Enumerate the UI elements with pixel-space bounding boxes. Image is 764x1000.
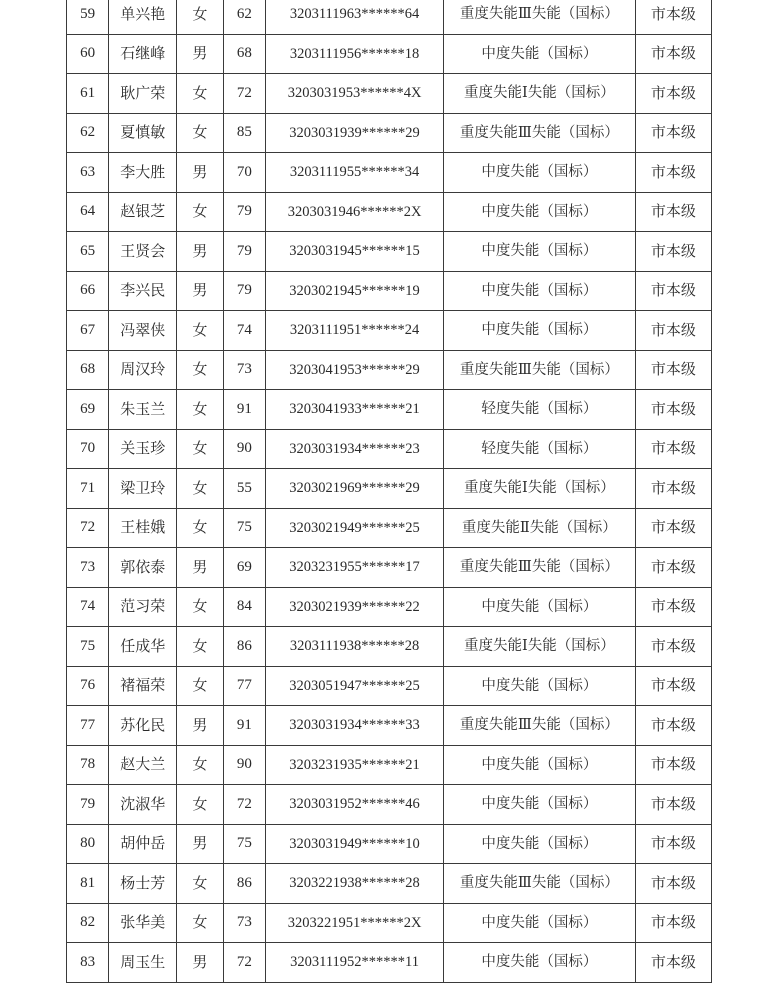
name-cell: 王贤会 — [109, 232, 177, 272]
name-cell: 冯翠侠 — [109, 311, 177, 351]
name-cell: 杨士芳 — [109, 864, 177, 904]
id-number-cell: 3203221951******2X — [266, 903, 444, 943]
age-cell: 90 — [223, 429, 265, 469]
id-number-cell: 3203221938******28 — [266, 864, 444, 904]
sex-cell: 男 — [177, 943, 224, 983]
sex-cell: 女 — [177, 785, 224, 825]
admin-level-cell: 市本级 — [635, 153, 711, 193]
admin-level-cell: 市本级 — [635, 666, 711, 706]
row-number-cell: 80 — [67, 824, 109, 864]
age-cell: 79 — [223, 192, 265, 232]
table-row — [67, 232, 712, 272]
admin-level-cell: 市本级 — [635, 548, 711, 588]
id-number-cell: 3203041953******29 — [266, 350, 444, 390]
admin-level-cell: 市本级 — [635, 390, 711, 430]
name-cell: 张华美 — [109, 903, 177, 943]
sex-cell: 男 — [177, 824, 224, 864]
id-number-cell: 3203031952******46 — [266, 785, 444, 825]
row-number-cell: 72 — [67, 508, 109, 548]
row-number-cell: 66 — [67, 271, 109, 311]
admin-level-cell: 市本级 — [635, 271, 711, 311]
age-cell: 69 — [223, 548, 265, 588]
table-row — [67, 943, 712, 983]
name-cell: 范习荣 — [109, 587, 177, 627]
admin-level-cell: 市本级 — [635, 232, 711, 272]
name-cell: 胡仲岳 — [109, 824, 177, 864]
age-cell: 75 — [223, 824, 265, 864]
disability-category-cell: 中度失能（国标） — [444, 34, 636, 74]
name-cell: 周汉玲 — [109, 350, 177, 390]
admin-level-cell: 市本级 — [635, 74, 711, 114]
id-number-cell: 3203111952******11 — [266, 943, 444, 983]
disability-category-cell: 中度失能（国标） — [444, 745, 636, 785]
name-cell: 苏化民 — [109, 706, 177, 746]
disability-category-cell: 中度失能（国标） — [444, 153, 636, 193]
disability-category-cell: 中度失能（国标） — [444, 943, 636, 983]
admin-level-cell: 市本级 — [635, 824, 711, 864]
id-number-cell: 3203051947******25 — [266, 666, 444, 706]
admin-level-cell: 市本级 — [635, 587, 711, 627]
disability-category-cell: 中度失能（国标） — [444, 271, 636, 311]
name-cell: 任成华 — [109, 627, 177, 667]
row-number-cell: 63 — [67, 153, 109, 193]
sex-cell: 女 — [177, 390, 224, 430]
sex-cell: 女 — [177, 745, 224, 785]
disability-category-cell: 轻度失能（国标） — [444, 390, 636, 430]
table-row — [67, 469, 712, 509]
disability-category-cell: 中度失能（国标） — [444, 824, 636, 864]
id-number-cell: 3203111956******18 — [266, 34, 444, 74]
sex-cell: 女 — [177, 864, 224, 904]
admin-level-cell: 市本级 — [635, 350, 711, 390]
table-row — [67, 429, 712, 469]
row-number-cell: 67 — [67, 311, 109, 351]
name-cell: 耿广荣 — [109, 74, 177, 114]
roster-table-body — [67, 0, 712, 982]
name-cell: 石继峰 — [109, 34, 177, 74]
admin-level-cell: 市本级 — [635, 903, 711, 943]
name-cell: 赵大兰 — [109, 745, 177, 785]
id-number-cell: 3203041933******21 — [266, 390, 444, 430]
age-cell: 72 — [223, 943, 265, 983]
row-number-cell: 81 — [67, 864, 109, 904]
row-number-cell: 68 — [67, 350, 109, 390]
row-number-cell: 76 — [67, 666, 109, 706]
roster-table — [66, 0, 712, 983]
row-number-cell: 75 — [67, 627, 109, 667]
disability-category-cell: 重度失能Ⅲ失能（国标） — [444, 113, 636, 153]
admin-level-cell: 市本级 — [635, 113, 711, 153]
disability-category-cell: 轻度失能（国标） — [444, 429, 636, 469]
id-number-cell: 3203231955******17 — [266, 548, 444, 588]
row-number-cell: 71 — [67, 469, 109, 509]
name-cell: 单兴艳 — [109, 0, 177, 34]
name-cell: 王桂娥 — [109, 508, 177, 548]
sex-cell: 女 — [177, 113, 224, 153]
disability-category-cell: 重度失能Ⅲ失能（国标） — [444, 0, 636, 34]
disability-category-cell: 重度失能Ⅲ失能（国标） — [444, 706, 636, 746]
disability-category-cell: 中度失能（国标） — [444, 192, 636, 232]
table-row — [67, 311, 712, 351]
name-cell: 关玉珍 — [109, 429, 177, 469]
row-number-cell: 60 — [67, 34, 109, 74]
row-number-cell: 61 — [67, 74, 109, 114]
name-cell: 夏慎敏 — [109, 113, 177, 153]
disability-category-cell: 中度失能（国标） — [444, 666, 636, 706]
admin-level-cell: 市本级 — [635, 706, 711, 746]
id-number-cell: 3203111951******24 — [266, 311, 444, 351]
age-cell: 90 — [223, 745, 265, 785]
table-row — [67, 824, 712, 864]
table-row — [67, 587, 712, 627]
sex-cell: 女 — [177, 508, 224, 548]
row-number-cell: 64 — [67, 192, 109, 232]
table-row — [67, 627, 712, 667]
row-number-cell: 78 — [67, 745, 109, 785]
age-cell: 86 — [223, 627, 265, 667]
disability-category-cell: 中度失能（国标） — [444, 587, 636, 627]
table-row — [67, 666, 712, 706]
admin-level-cell: 市本级 — [635, 627, 711, 667]
age-cell: 68 — [223, 34, 265, 74]
sex-cell: 男 — [177, 232, 224, 272]
name-cell: 周玉生 — [109, 943, 177, 983]
id-number-cell: 3203031949******10 — [266, 824, 444, 864]
id-number-cell: 3203021939******22 — [266, 587, 444, 627]
sex-cell: 男 — [177, 548, 224, 588]
age-cell: 70 — [223, 153, 265, 193]
sex-cell: 女 — [177, 311, 224, 351]
name-cell: 梁卫玲 — [109, 469, 177, 509]
row-number-cell: 69 — [67, 390, 109, 430]
disability-category-cell: 中度失能（国标） — [444, 785, 636, 825]
age-cell: 72 — [223, 785, 265, 825]
table-row — [67, 706, 712, 746]
id-number-cell: 3203021945******19 — [266, 271, 444, 311]
sex-cell: 女 — [177, 192, 224, 232]
age-cell: 91 — [223, 706, 265, 746]
id-number-cell: 3203031945******15 — [266, 232, 444, 272]
admin-level-cell: 市本级 — [635, 469, 711, 509]
table-row — [67, 271, 712, 311]
age-cell: 77 — [223, 666, 265, 706]
age-cell: 79 — [223, 232, 265, 272]
row-number-cell: 65 — [67, 232, 109, 272]
name-cell: 李兴民 — [109, 271, 177, 311]
sex-cell: 女 — [177, 469, 224, 509]
sex-cell: 男 — [177, 706, 224, 746]
age-cell: 85 — [223, 113, 265, 153]
table-row — [67, 548, 712, 588]
sex-cell: 女 — [177, 350, 224, 390]
row-number-cell: 82 — [67, 903, 109, 943]
row-number-cell: 79 — [67, 785, 109, 825]
disability-category-cell: 重度失能Ⅲ失能（国标） — [444, 548, 636, 588]
table-row — [67, 745, 712, 785]
row-number-cell: 70 — [67, 429, 109, 469]
sex-cell: 女 — [177, 0, 224, 34]
row-number-cell: 83 — [67, 943, 109, 983]
age-cell: 84 — [223, 587, 265, 627]
id-number-cell: 3203031939******29 — [266, 113, 444, 153]
table-row — [67, 785, 712, 825]
sex-cell: 男 — [177, 153, 224, 193]
disability-category-cell: 中度失能（国标） — [444, 311, 636, 351]
table-row — [67, 34, 712, 74]
table-row — [67, 903, 712, 943]
disability-category-cell: 重度失能Ⅰ失能（国标） — [444, 469, 636, 509]
id-number-cell: 3203021969******29 — [266, 469, 444, 509]
disability-category-cell: 重度失能Ⅰ失能（国标） — [444, 74, 636, 114]
admin-level-cell: 市本级 — [635, 864, 711, 904]
admin-level-cell: 市本级 — [635, 429, 711, 469]
sex-cell: 女 — [177, 74, 224, 114]
disability-category-cell: 中度失能（国标） — [444, 903, 636, 943]
table-row — [67, 113, 712, 153]
disability-category-cell: 重度失能Ⅰ失能（国标） — [444, 627, 636, 667]
age-cell: 79 — [223, 271, 265, 311]
table-row — [67, 192, 712, 232]
id-number-cell: 3203111955******34 — [266, 153, 444, 193]
id-number-cell: 3203111938******28 — [266, 627, 444, 667]
disability-category-cell: 中度失能（国标） — [444, 232, 636, 272]
id-number-cell: 3203031946******2X — [266, 192, 444, 232]
admin-level-cell: 市本级 — [635, 311, 711, 351]
sex-cell: 女 — [177, 587, 224, 627]
admin-level-cell: 市本级 — [635, 785, 711, 825]
age-cell: 86 — [223, 864, 265, 904]
row-number-cell: 74 — [67, 587, 109, 627]
table-row — [67, 153, 712, 193]
age-cell: 62 — [223, 0, 265, 34]
table-row — [67, 864, 712, 904]
admin-level-cell: 市本级 — [635, 508, 711, 548]
age-cell: 73 — [223, 903, 265, 943]
row-number-cell: 77 — [67, 706, 109, 746]
name-cell: 赵银芝 — [109, 192, 177, 232]
table-row — [67, 0, 712, 34]
disability-category-cell: 重度失能Ⅲ失能（国标） — [444, 864, 636, 904]
admin-level-cell: 市本级 — [635, 34, 711, 74]
sex-cell: 女 — [177, 429, 224, 469]
admin-level-cell: 市本级 — [635, 943, 711, 983]
id-number-cell: 3203031953******4X — [266, 74, 444, 114]
age-cell: 91 — [223, 390, 265, 430]
name-cell: 郭依泰 — [109, 548, 177, 588]
sex-cell: 女 — [177, 627, 224, 667]
table-row — [67, 390, 712, 430]
name-cell: 沈淑华 — [109, 785, 177, 825]
row-number-cell: 62 — [67, 113, 109, 153]
sex-cell: 女 — [177, 903, 224, 943]
table-row — [67, 350, 712, 390]
age-cell: 74 — [223, 311, 265, 351]
disability-category-cell: 重度失能Ⅲ失能（国标） — [444, 350, 636, 390]
age-cell: 72 — [223, 74, 265, 114]
id-number-cell: 3203021949******25 — [266, 508, 444, 548]
id-number-cell: 3203111963******64 — [266, 0, 444, 34]
admin-level-cell: 市本级 — [635, 745, 711, 785]
id-number-cell: 3203031934******23 — [266, 429, 444, 469]
age-cell: 55 — [223, 469, 265, 509]
table-row — [67, 74, 712, 114]
name-cell: 李大胜 — [109, 153, 177, 193]
name-cell: 褚福荣 — [109, 666, 177, 706]
age-cell: 75 — [223, 508, 265, 548]
admin-level-cell: 市本级 — [635, 192, 711, 232]
name-cell: 朱玉兰 — [109, 390, 177, 430]
row-number-cell: 73 — [67, 548, 109, 588]
sex-cell: 男 — [177, 34, 224, 74]
age-cell: 73 — [223, 350, 265, 390]
sex-cell: 女 — [177, 666, 224, 706]
admin-level-cell: 市本级 — [635, 0, 711, 34]
row-number-cell: 59 — [67, 0, 109, 34]
id-number-cell: 3203031934******33 — [266, 706, 444, 746]
id-number-cell: 3203231935******21 — [266, 745, 444, 785]
disability-category-cell: 重度失能Ⅱ失能（国标） — [444, 508, 636, 548]
table-row — [67, 508, 712, 548]
sex-cell: 男 — [177, 271, 224, 311]
